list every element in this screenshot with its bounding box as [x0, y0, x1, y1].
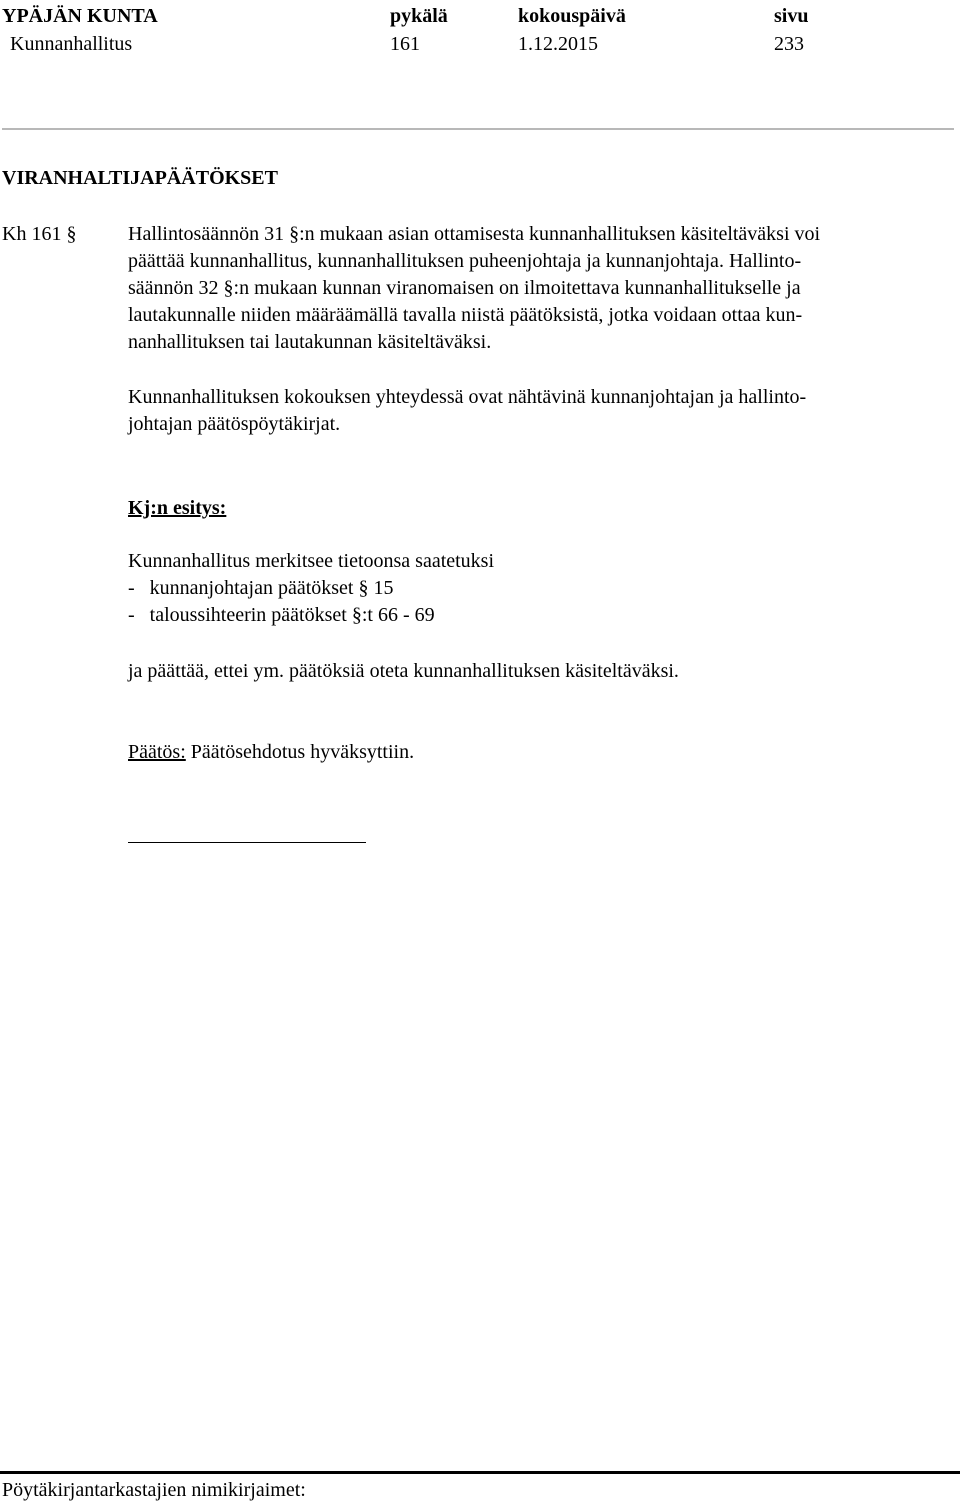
pykala-column-label: pykälä	[390, 5, 448, 27]
item-id: Kh 161 §	[2, 223, 77, 245]
meeting-line: Kunnanhallituksen kokouksen yhteydessä ovat nähtävinä kunnanjohtajan ja hallinto-	[128, 386, 807, 408]
intro-line: nanhallituksen tai lautakunnan käsiteltäväksi.	[128, 331, 492, 353]
date-column-label: kokouspäivä	[518, 5, 626, 27]
section-title: VIRANHALTIJAPÄÄTÖKSET	[2, 167, 278, 189]
body-name: Kunnanhallitus	[10, 33, 133, 55]
org-name: YPÄJÄN KUNTA	[2, 5, 158, 27]
pykala-number: 161	[390, 33, 420, 55]
decision-row	[128, 742, 414, 762]
intro-line: säännön 32 §:n mukaan kunnan viranomaisen on ilmoitettava kunnanhallitukselle ja	[128, 277, 801, 299]
meeting-date: 1.12.2015	[518, 33, 598, 55]
decision-label: Päätös:	[128, 741, 186, 763]
header-divider	[2, 128, 954, 130]
meeting-line: johtajan päätöspöytäkirjat.	[128, 413, 341, 435]
intro-line: Hallintosäännön 31 §:n mukaan asian ottamisesta kunnanhallituksen käsiteltäväksi voi	[128, 223, 821, 245]
proposal-heading: Kj:n esitys:	[128, 497, 227, 519]
intro-line: päättää kunnanhallitus, kunnanhallituksen puheenjohtaja ja kunnanjohtaja. Hallinto-	[128, 250, 802, 272]
footer-divider	[0, 1471, 960, 1474]
meeting-paragraph	[128, 384, 954, 438]
proposal-line: - kunnanjohtajan päätökset § 15	[128, 577, 394, 599]
intro-paragraph	[128, 221, 954, 356]
signature-line	[128, 842, 366, 843]
page-number: 233	[774, 33, 804, 55]
proposal-list	[128, 548, 954, 629]
intro-line: lautakunnalle niiden määräämällä tavalla niistä päätöksistä, jotka voidaan ottaa kun-	[128, 304, 803, 326]
proposal-conclusion: ja päättää, ettei ym. päätöksiä oteta kunnanhallituksen käsiteltäväksi.	[128, 660, 679, 682]
footer-label: Pöytäkirjantarkastajien nimikirjaimet:	[2, 1479, 306, 1501]
decision-text: Päätösehdotus hyväksyttiin.	[190, 741, 415, 763]
proposal-line: Kunnanhallitus merkitsee tietoonsa saatetuksi	[128, 550, 495, 572]
proposal-line: - taloussihteerin päätökset §:t 66 - 69	[128, 604, 435, 626]
page-column-label: sivu	[774, 5, 809, 27]
